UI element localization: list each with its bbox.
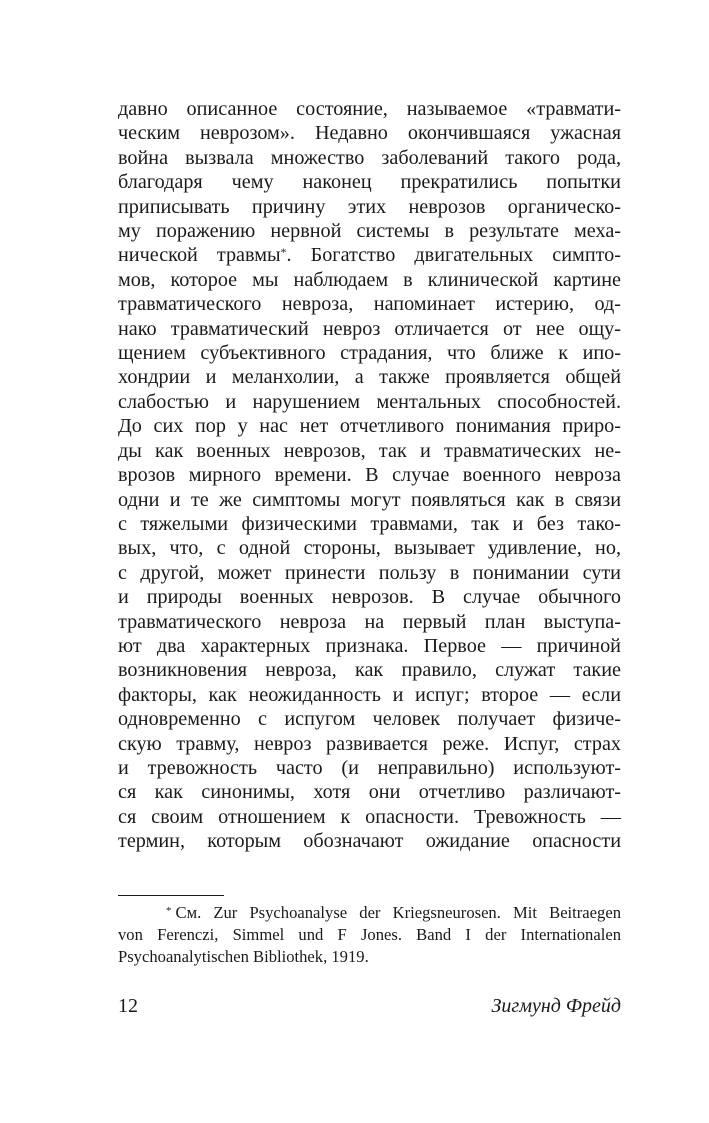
text-line: скую травму, невроз развивается реже. Испуг, страх [118,732,621,755]
text-fragment: нической травмы [118,244,281,267]
footnote-line [118,902,621,924]
text-line: и тревожность часто (и неправильно) используют- [118,756,621,779]
text-line: вых, что, с одной стороны, вызывает удивление, но, [118,537,621,560]
text-line: возникновения невроза, как правило, служат такие [118,659,621,682]
footnote-separator-rule [118,895,224,896]
text-line: щением субъективного страдания, что ближе к ипо- [118,342,621,365]
footnote-text: См. Zur Psychoanalyse der Kriegsneurosen. Mit Beitraegen [175,903,621,922]
footnote-line: von Ferenczi, Simmel und F Jones. Band I der Internationalen [118,925,621,944]
text-line: му поражению нервной системы в результате меха- [118,220,621,243]
text-line: мов, которое мы наблюдаем в клинической картине [118,268,621,291]
text-line: приписывать причину этих неврозов органическо- [118,195,621,218]
running-footer-author: Зигмунд Фрейд [491,995,621,1017]
text-line: слабостью и нарушением ментальных способностей. [118,390,621,413]
text-line: одновременно с испугом человек получает физиче- [118,708,621,731]
text-fragment: . Богатство двигательных симпто- [286,244,621,267]
body-paragraph [118,97,621,854]
text-line: с другой, может принести пользу в понимании сути [118,561,621,584]
text-line: врозов мирного времени. В случае военного невроза [118,464,621,487]
text-line: термин, которым обозначают ожидание опасности [118,830,621,853]
text-line: с тяжелыми физическими травмами, так и без тако- [118,512,621,535]
text-line: и природы военных неврозов. В случае обычного [118,586,621,609]
text-line: благодаря чему наконец прекратились попытки [118,171,621,194]
text-line: травматического невроза на первый план выступа- [118,610,621,633]
text-line: ся своим отношением к опасности. Тревожность — [118,805,621,828]
footnote-reference: * [280,245,287,260]
text-line: До сих пор у нас нет отчетливого понимания приро- [118,415,621,438]
page-number: 12 [118,995,138,1017]
footnote-line: Psychoanalytischen Bibliothek, 1919. [118,947,369,966]
text-line: травматического невроза, напоминает истерию, од- [118,293,621,316]
text-line: факторы, как неожиданность и испуг; второе — если [118,683,621,706]
main-text-block [118,97,621,854]
footnote-marker: * [166,905,172,917]
text-line: хондрии и меланхолии, а также проявляется общей [118,366,621,389]
text-line: война вызвала множество заболеваний такого рода, [118,146,621,169]
text-line: ся как синонимы, хотя они отчетливо различают- [118,781,621,804]
text-line: одни и те же симптомы могут появляться как в связи [118,488,621,511]
text-line: нако травматический невроз отличается от нее ощу- [118,317,621,340]
text-line: ческим неврозом». Недавно окончившаяся ужасная [118,122,621,145]
text-line-with-footnote-ref [118,243,621,267]
text-line: давно описанное состояние, называемое «травмати- [118,98,621,120]
text-line: ют два характерных признака. Первое — причиной [118,634,621,657]
text-line: ды как военных неврозов, так и травматических не- [118,439,621,462]
footnote [118,902,621,968]
